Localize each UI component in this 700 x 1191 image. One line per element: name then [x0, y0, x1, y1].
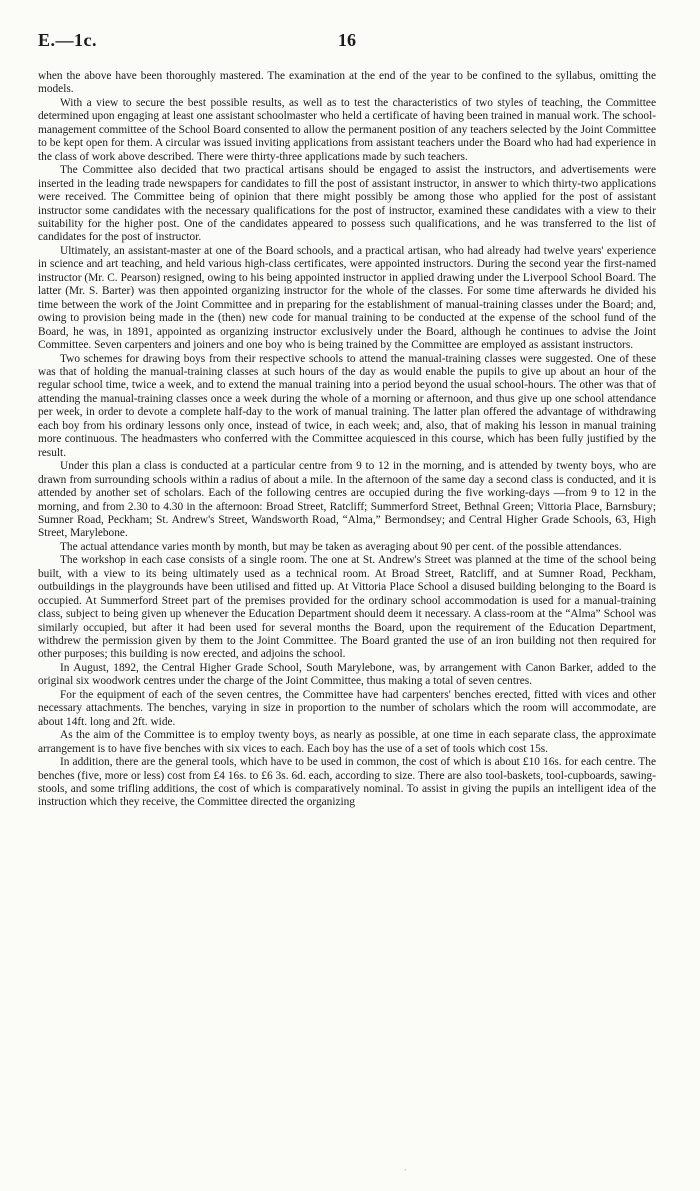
page-number: 16: [338, 30, 356, 50]
paragraph: As the aim of the Committee is to employ twenty boys, as nearly as possible, at one time in each separate class, the approximate arrangement is to have five benches with six vices to each. Each boy has the use of a set of tools which cost 15s.: [38, 729, 656, 755]
paragraph: With a view to secure the best possible results, as well as to test the characteristics of two styles of teaching, the Committee determined upon engaging at least one assistant schoolmaster who held a certificate of having been trained in manual work. The school-management committee of the School Board consented to allow the permanent position of any teachers selected by the Joint Committee to be kept open for them. A circular was issued inviting applications from assistant teachers under the Board who had had experience in the class of work above described. There were thirty-three applications made by such teachers.: [38, 96, 656, 163]
paragraph: In August, 1892, the Central Higher Grade School, South Marylebone, was, by arrangement with Canon Barker, added to the original six woodwork centres under the charge of the Joint Committee, thus making a total of seven centres.: [38, 661, 656, 688]
paragraph: when the above have been thoroughly mastered. The examination at the end of the year to be confined to the syllabus, omitting the models.: [38, 70, 656, 96]
page-footer-mark: ˊ: [404, 1168, 407, 1177]
document-reference: E.—1c.: [38, 30, 97, 50]
body-text: [38, 70, 656, 810]
paragraph: Ultimately, an assistant-master at one of the Board schools, and a practical artisan, who had already had twelve years' experience in science and art teaching, and held various high-class certificates, were appointed instructors. During the second year the first-named instructor (Mr. C. Pearson) resigned, owing to his being appointed instructor in applied drawing under the Liverpool School Board. The latter (Mr. S. Barter) was then appointed organizing instructor for the whole of the classes. For some time afterwards he divided his time between the work of the Joint Committee and in preparing for the establishment of manual-training classes under the Board; and, owing to provision being made in the (then) new code for manual training to be conducted at the expense of the school fund of the Board, he was, in 1891, appointed as organizing instructor exclusively under the Board, although he continues to advise the Joint Committee. Seven carpenters and joiners and one boy who is being trained by the Committee are employed as assistant instructors.: [38, 244, 656, 352]
paragraph: The Committee also decided that two practical artisans should be engaged to assist the instructors, and advertisements were inserted in the leading trade newspapers for candidates to fill the post of assistant instructor, in answer to which thirty-two applications were received. The Committee being of opinion that there might possibly be among those who applied for the post of assistant instructor some candidates with the necessary qualifications for the post of instructor, examined these candidates with a view to their suitability for the higher post. One of the candidates appeared to possess such qualifications, and he was transferred to the list of candidates for the post of instructor.: [38, 164, 656, 244]
paragraph: The workshop in each case consists of a single room. The one at St. Andrew's Street was planned at the time of the school being built, with a view to its being ultimately used as a technical room. At Broad Street, Ratcliff, and at Sumner Road, Peckham, outbuildings in the playgrounds have been utilised and fitted up. At Vittoria Place School a disused building belonging to the Board is occupied. At Summerford Street part of the premises provided for the ordinary school accommodation is used for a manual-training class, subject to being given up whenever the Education Department should deem it necessary. A class-room at the “Alma” School was similarly occupied, but after it had been used for several months the Board, upon the requirement of the Education Department, withdrew the permission given by them to the Joint Committee. The Board granted the use of an iron building not then required for other purposes; this building is now erected, and adjoins the school.: [38, 554, 656, 661]
paragraph: For the equipment of each of the seven centres, the Committee have had carpenters' benches erected, fitted with vices and other necessary attachments. The benches, varying in size in proportion to the number of scholars which the room will accommodate, are about 14ft. long and 2ft. wide.: [38, 688, 656, 728]
paragraph: Under this plan a class is conducted at a particular centre from 9 to 12 in the morning, and is attended by twenty boys, who are drawn from surrounding schools within a radius of about a mile. In the afternoon of the same day a second class is conducted, and it is attended by another set of scholars. Each of the following centres are occupied during the five working-days —from 9 to 12 in the morning, and from 2.30 to 4.30 in the afternoon: Broad Street, Ratcliff; Summerford Street, Bethnal Green; Vittoria Place, Barnsbury; Sumner Road, Peckham; St. Andrew's Street, Wandsworth Road, “Alma,” Bermondsey; and Central Higher Grade Schools, 63, High Street, Marylebone.: [38, 460, 656, 540]
paragraph: In addition, there are the general tools, which have to be used in common, the cost of which is about £10 16s. for each centre. The benches (five, more or less) cost from £4 16s. to £6 3s. 6d. each, according to size. There are also tool-baskets, tool-cupboards, sawing-stools, and some trifling additions, the cost of which is comparatively nominal. To assist in giving the pupils an intelligent idea of the instruction which they receive, the Committee directed the organizing: [38, 756, 656, 809]
paragraph: Two schemes for drawing boys from their respective schools to attend the manual-training classes were suggested. One of these was that of holding the manual-training classes at such hours of the day as would enable the pupils to give up about an hour of the regular school time, twice a week, and to extend the manual training into a period beyond the usual school-hours. The other was that of attending the manual-training classes once a week during the whole of a morning or afternoon, and thus give up one school attendance per week, in order to devote a complete half-day to the work of manual training. The latter plan offered the advantage of withdrawing each boy from his ordinary lessons only once, instead of twice, in each week; and, also, that of making his lesson in manual training more continuous. The headmasters who conferred with the Committee acquiesced in this course, which has been fully justified by the result.: [38, 352, 656, 459]
page-header: [38, 30, 656, 70]
paragraph: The actual attendance varies month by month, but may be taken as averaging about 90 per cent. of the possible attendances.: [60, 540, 622, 553]
